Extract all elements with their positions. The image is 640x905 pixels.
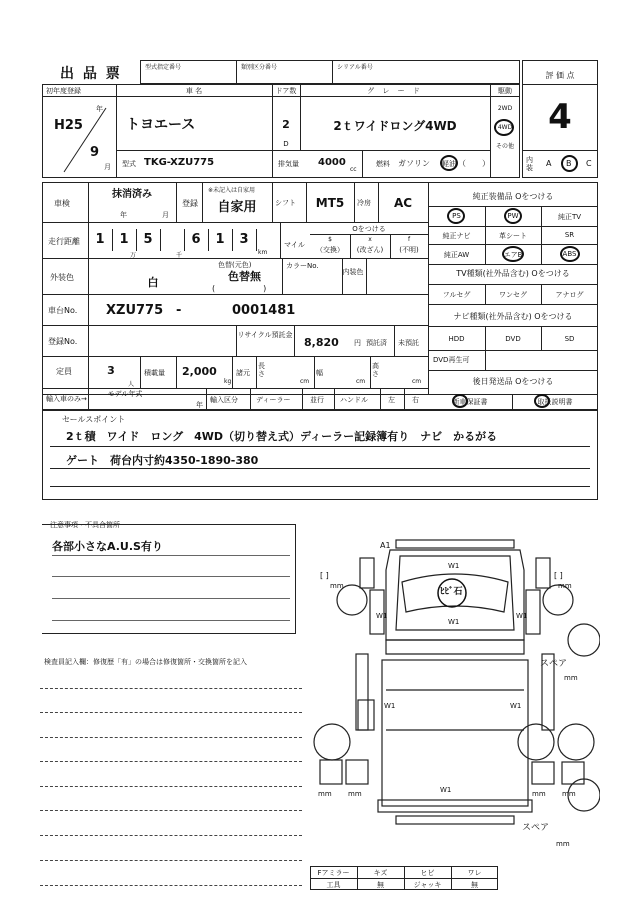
model-year-unit: 年	[196, 401, 203, 409]
doors-label: ドア数	[275, 87, 297, 95]
model-label: 型式	[122, 160, 136, 168]
later-title: 後日発送品 Oをつける	[472, 377, 554, 386]
mileage-digit-6: 3	[239, 232, 249, 247]
door-count: 2	[282, 118, 290, 131]
mileage-circle-note: Oをつける	[352, 225, 386, 233]
first-reg-era: H25	[54, 118, 83, 133]
int-color-label: 内装色	[342, 268, 364, 276]
recycle-label: リサイクル預託金	[237, 331, 293, 339]
later-warranty: 新車保証書	[452, 398, 488, 406]
color-no-label: カラーNo.	[286, 262, 319, 270]
legend-mirror: Fアミラー	[317, 869, 350, 877]
chassis-dash: -	[176, 303, 182, 318]
mileage-opt-unknown: (不明)	[399, 246, 419, 254]
capacity-value: 3	[107, 364, 115, 377]
sales-title: セールスポイント	[62, 415, 126, 424]
interior-grade-label: 内装	[526, 156, 533, 172]
equipment-title: 純正装備品 Oをつける	[472, 192, 554, 201]
mile-label: マイル	[284, 241, 305, 249]
grade-b-circle	[561, 155, 578, 172]
label-a1: A1	[380, 541, 391, 550]
label-w1-bed-right: W1	[510, 702, 522, 710]
first-reg-label: 初年度登録	[46, 87, 81, 95]
equip-pw-circle	[504, 208, 522, 224]
mileage-opt2-sym: x	[368, 236, 372, 243]
dims-label: 諸元	[236, 369, 250, 377]
handle-label: ハンドル	[340, 396, 368, 404]
repaint: 色替無	[228, 270, 261, 283]
tv-title: TV種類(社外品含む) Oをつける	[456, 269, 570, 278]
length-cm: cm	[300, 378, 310, 385]
tv-analog: アナログ	[555, 291, 584, 299]
label-w1-rear: W1	[440, 786, 452, 794]
inspection-month-unit: 月	[162, 211, 169, 219]
recycle-undeposited: 未預託	[398, 339, 419, 347]
mm-front-left: mm	[330, 582, 344, 590]
ext-color-label: 外装色	[50, 273, 74, 282]
mm-rear-right-1: mm	[532, 790, 546, 798]
mileage-opt3-sym: f	[407, 236, 411, 243]
spare-label-1: スペア	[540, 659, 568, 669]
displacement-unit: cc	[350, 166, 357, 173]
mm-front-right: mm	[558, 582, 572, 590]
label-hibi: ﾋﾋﾞ石	[440, 587, 463, 597]
car-name-label: 車 名	[185, 87, 203, 95]
chassis-prefix: XZU775	[106, 303, 164, 318]
import-parallel: 並行	[310, 396, 324, 404]
class-label: 類別区分番号	[241, 64, 278, 71]
car-name: トヨエース	[126, 117, 196, 133]
load-label: 積載量	[144, 369, 165, 377]
form-title: 出 品 票	[60, 66, 122, 82]
ac-label: 冷房	[357, 199, 371, 207]
inspection-status: 抹消済み	[112, 189, 152, 200]
truck-diagram	[300, 530, 600, 860]
legend-broken: ワレ	[467, 869, 482, 877]
inspection-label: 車検	[54, 199, 70, 208]
mm-spare-2: mm	[556, 840, 570, 848]
notes-line-1: 各部小さなA.U.S有り	[52, 540, 163, 553]
equip-pw: PW	[507, 212, 519, 220]
equip-ps-circle	[447, 208, 465, 224]
drive-other: その他	[495, 143, 514, 150]
model-cert-label: 型式指定番号	[145, 64, 182, 71]
repaint-label: 色替(元色)	[218, 261, 252, 269]
equip-tv: 純正TV	[557, 213, 582, 221]
import-dealer: ディーラー	[256, 396, 291, 404]
ac: AC	[393, 196, 413, 210]
later-manual-circle	[534, 394, 550, 408]
usage: 自家用	[217, 200, 257, 215]
width-label: 幅	[316, 369, 323, 377]
interior-grade-b: B	[566, 159, 572, 168]
reg-no-label: 登録No.	[48, 337, 78, 346]
equip-ps: PS	[452, 212, 461, 220]
equip-sr: SR	[564, 231, 575, 239]
interior-grade-c: C	[586, 159, 592, 168]
nav-dvd-playback: DVD再生可	[433, 356, 470, 364]
mileage-opt-tampered: (改ざん)	[356, 246, 384, 254]
later-manual: 取扱説明書	[537, 398, 573, 406]
tv-fullseg: フルセグ	[442, 291, 471, 299]
svg-text:[ ]: [ ]	[554, 571, 563, 580]
month-unit: 月	[104, 163, 111, 171]
handle-right: 右	[412, 396, 419, 404]
equip-leather: 革シート	[499, 232, 527, 240]
interior-grade-a: A	[546, 159, 552, 168]
label-w1-right: W1	[516, 612, 528, 620]
import-label: 輸入車のみ→	[46, 395, 87, 403]
mm-rear-right-2: mm	[562, 790, 576, 798]
height-label: 高さ	[372, 362, 379, 378]
nav-dvd: DVD	[505, 335, 521, 343]
recycle-amount: 8,820	[304, 336, 339, 349]
mileage-km-unit: km	[258, 249, 268, 256]
inspection-year-unit: 年	[120, 211, 127, 219]
usage-label: 登録	[182, 199, 198, 208]
mileage-digit-3: 5	[143, 232, 153, 247]
year-unit: 年	[96, 105, 103, 113]
legend-jack-value: 無	[471, 881, 478, 889]
nav-hdd: HDD	[448, 335, 465, 343]
label-w1-windshield: W1	[448, 562, 460, 570]
fuel-gasoline: ガソリン	[398, 159, 430, 168]
ext-color: 白	[147, 276, 159, 289]
fuel-light-oil: 軽油	[442, 160, 456, 168]
equip-abs: ABS	[562, 250, 577, 258]
mileage-label: 走行距離	[48, 237, 80, 246]
legend-tools-value: 無	[377, 881, 384, 889]
capacity-unit: 人	[128, 381, 135, 388]
legend-scratch: キズ	[373, 869, 388, 877]
notes-title: 注意事項・不具合箇所	[50, 521, 120, 529]
equip-aw: 純正AW	[443, 251, 470, 259]
repaint-original: ( )	[212, 284, 267, 293]
fuel-label: 燃料	[376, 160, 390, 168]
inspector-title: 検査員記入欄：修復歴「有」の場合は修復箇所・交換箇所を記入	[44, 658, 247, 666]
recycle-unit: 円	[354, 339, 361, 347]
width-cm: cm	[356, 378, 366, 385]
load-unit: kg	[224, 378, 232, 385]
door-suffix: D	[283, 140, 289, 148]
chassis-number: 0001481	[232, 303, 296, 318]
grade: 2ｔワイドロング4WD	[333, 119, 457, 133]
model-code: TKG-XZU775	[144, 157, 215, 168]
serial-label: シリアル番号	[337, 64, 373, 71]
model-year-label: モデル年式	[107, 390, 143, 398]
mm-rear-left-1: mm	[318, 790, 332, 798]
equip-abs-circle	[560, 246, 580, 262]
load-value: 2,000	[182, 365, 217, 378]
drive-2wd: 2WD	[497, 105, 513, 112]
mileage-digit-5: 1	[215, 232, 225, 247]
import-class-label: 輸入区分	[210, 396, 238, 404]
label-w1-left: W1	[376, 612, 388, 620]
drive-4wd-circle	[494, 119, 514, 136]
displacement-label: 排気量	[278, 160, 299, 168]
fuel-circle	[440, 155, 458, 171]
mileage-sen-unit: 千	[176, 252, 183, 259]
handle-left: 左	[388, 396, 395, 404]
nav-sd: SD	[564, 335, 575, 343]
spare-label-2: スペア	[522, 823, 550, 833]
displacement: 4000	[318, 157, 346, 168]
chassis-label: 車台No.	[48, 306, 78, 315]
mileage-opt-replaced: （交換）	[316, 246, 344, 254]
length-label: 長さ	[258, 362, 265, 378]
equip-navi: 純正ナビ	[442, 232, 471, 240]
sales-line-2: ゲート 荷台内寸約4350-1890-380	[66, 454, 259, 467]
legend-crack: ヒビ	[420, 869, 435, 877]
fuel-other: （ ）	[458, 159, 490, 168]
drive-4wd: 4WD	[497, 124, 513, 131]
shift-label: シフト	[275, 199, 296, 207]
equip-airbag: エアB	[503, 251, 523, 259]
usage-note: ※未記入は自家用	[208, 187, 256, 194]
drive-label: 駆動	[498, 87, 512, 95]
mileage-digit-4: 6	[191, 232, 201, 247]
legend-tools: 工具	[326, 881, 341, 889]
shift: MT5	[315, 196, 345, 210]
score-value: 4	[548, 97, 572, 137]
first-reg-month: 9	[90, 145, 100, 160]
mileage-man-unit: 万	[130, 252, 137, 259]
capacity-label: 定員	[56, 367, 72, 376]
mileage-opt1-sym: $	[328, 236, 332, 243]
mm-spare-1: mm	[564, 674, 578, 682]
score-label: 評 価 点	[545, 71, 575, 80]
nav-title: ナビ種類(社外品含む) Oをつける	[453, 312, 573, 321]
recycle-deposited: 預託済	[366, 339, 387, 347]
grade-label: グ レ ー ド	[367, 87, 423, 95]
svg-text:[ ]: [ ]	[320, 571, 329, 580]
sales-line-1: 2ｔ積 ワイド ロング 4WD（切り替え式）ディーラー記録簿有り ナビ かるがる	[66, 430, 498, 443]
legend-jack: ジャッキ	[413, 881, 442, 889]
tv-oneseg: ワンセグ	[499, 291, 527, 299]
later-warranty-circle	[452, 394, 468, 408]
mm-rear-left-2: mm	[348, 790, 362, 798]
mileage-digit-1: 1	[95, 232, 105, 247]
label-w1-bed-left: W1	[384, 702, 396, 710]
equip-airbag-circle	[502, 246, 524, 262]
mileage-digit-2: 1	[119, 232, 129, 247]
cert-number-box	[140, 60, 520, 84]
label-w1-roof: W1	[448, 618, 460, 626]
height-cm: cm	[412, 378, 422, 385]
